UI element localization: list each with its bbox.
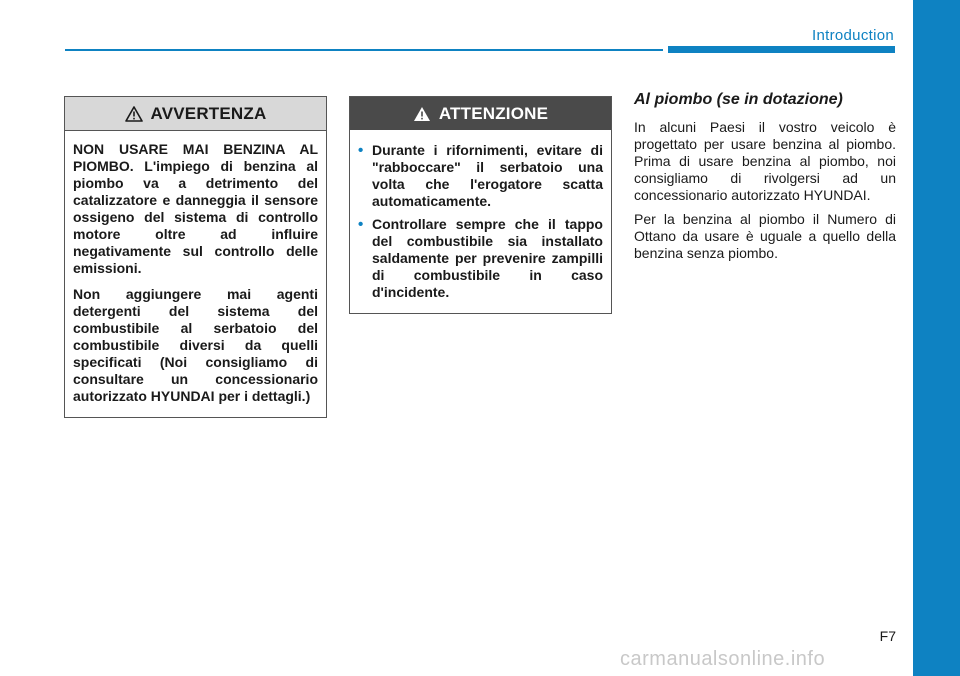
caution-list [358, 142, 603, 301]
warning-triangle-icon [125, 106, 143, 122]
warning-box-body [65, 131, 326, 417]
header-rule [65, 49, 663, 51]
caution-item-text: Durante i rifornimenti, evitare di "rabboccare" il serbatoio una volta che l'erogatore scatta automaticamente. [372, 142, 603, 209]
header-rule-accent [668, 46, 895, 53]
watermark: carmanualsonline.info [620, 648, 826, 670]
section-heading: Al piombo (se in dotazione) [634, 91, 843, 108]
warning-paragraph: NON USARE MAI BENZINA AL PIOMBO. L'impiego di benzina al piombo va a detrimento del catalizzatore e danneggia il sensore ossigeno del sistema di controllo motore oltre ad influire negativamente sul controllo delle emissioni. [73, 141, 318, 276]
section-title: Introduction [812, 27, 894, 44]
caution-box-title: ATTENZIONE [438, 103, 549, 123]
caution-box-body [350, 130, 611, 313]
section-paragraph: Per la benzina al piombo il Numero di Ottano da usare è uguale a quello della benzina senza piombo. [634, 211, 896, 261]
page-number: F7 [879, 628, 896, 644]
section-paragraph: In alcuni Paesi il vostro veicolo è progettato per usare benzina al piombo. Prima di usare benzina al piombo, noi consigliamo di rivolgersi ad un concessionario autorizzato HYUNDAI. [634, 119, 896, 203]
list-item [358, 142, 603, 210]
caution-box [349, 96, 612, 314]
caution-item-text: Controllare sempre che il tappo del combustibile sia installato saldamente per prevenire zampilli di combustibile in caso d'incidente. [372, 216, 603, 300]
chapter-side-tab [913, 0, 960, 676]
list-item [358, 216, 603, 301]
bullet-icon: • [358, 142, 364, 159]
warning-box-title: AVVERTENZA [150, 103, 267, 123]
bullet-icon: • [358, 216, 364, 233]
warning-box [64, 96, 327, 418]
warning-paragraph: Non aggiungere mai agenti detergenti del sistema del combustibile al serbatoio del combustibile diversi da quelli specificati (Noi consigliamo di consultare un concessionario autorizzato HYUNDAI per i dettagli.) [73, 286, 318, 404]
leaded-fuel-section [634, 91, 896, 269]
warning-box-header [65, 97, 326, 131]
caution-box-header [350, 97, 611, 130]
warning-triangle-icon [413, 106, 431, 122]
